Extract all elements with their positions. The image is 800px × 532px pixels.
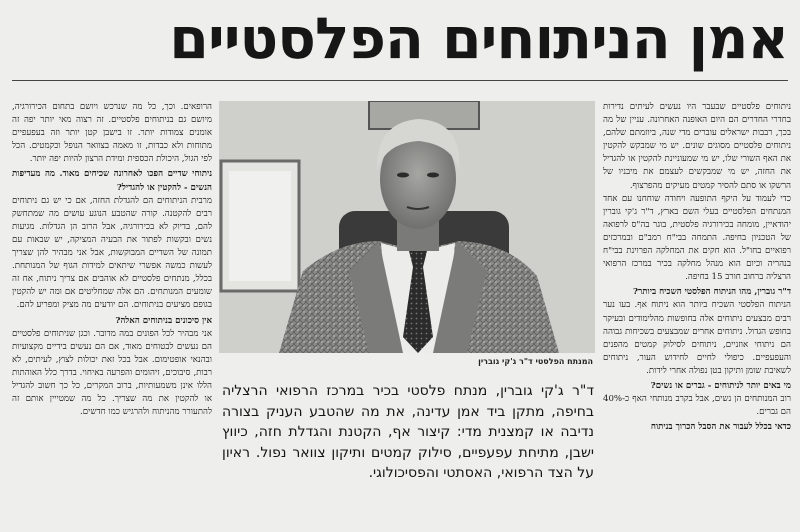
surgeon-photo — [219, 101, 595, 353]
article-column-right — [603, 101, 791, 526]
interview-question: אין סיכונים בניתוחים האלה? — [115, 315, 212, 326]
interview-answer: אני מבהיר לכל הפונים במה מדובר. וכגן שניתוחים פלסטיים הם נעשים לבטוחים מאוד, אם הם נעשים בידיים מקצועיות ובהנאי אופטימום. אבל בכל זאת יכולות לצוץ, לעיתים, לא רבות, סיבוכים, זיהומים והפרעה באיחוי. בדרך כלל האוהתות הללו אינן משמעותיות, ברוב המקרים, כל כך חשוב להגדיל או להקטין את מה שצריך. כל מה שמטייין אותם זה להתעורר מהניתוח ולהרגיש כמו חדשים. — [12, 328, 212, 418]
interview-question: ד"ר גוברין, מהו הניתוח הפלסטי השכיח ביותר? — [633, 287, 791, 298]
headline: אמן הניתוחים הפלסטיים — [169, 6, 788, 72]
interview-question: ניתוחי שדיים הפכו לאחרונה שכיחים מאוד. מה מעדיפות הנשים - להקטין או להגדיל? — [12, 169, 212, 193]
article-paragraph: ניתוחים פלסטיים שבעבר היו נעשים לעיתים נדירות בחדרי החדרים הם היום האופנה האחרונה. עניין של מה בכך, רבבות ישראלים עוברים מדי שנה, ביוזמתם שלהם, ניתוחים פלסטיים מסוגים שונים. יש מי שמבקש להקטין את האף השורי שלו, יש מי שמעוניינת להקטין או להגדיל את החזה, יש מי שמבקשים לעצמם את מיבניו של הרשקו או סתם להסיר קמטים מעיקים מהפרצוף. — [603, 102, 791, 191]
headline-divider — [12, 80, 788, 81]
interview-answer: רוב המנותחים הן נשים, אבל בקרב מנותחי האף כ-40% הם גברים. — [603, 394, 791, 418]
interview-answer: מרבית הניתוחים הם להגדלת החזה, אם כי יש גם ניתוחים רבים להקטנה. קורה שהטבע הנוגע עושים מה שמתחשק להם, בדיוק לא בכירורגיה, אבל הרוב הן הגדלות. מגיעות נשים ובקשות לפתור את הבעיה המציקה, יש שבאות עם תמונה של השדיים המבוקשות, אבל אני מבהיר להן שצריך לעשות כמשה אפשרי שיתאים למידות הגוף של המנותחת. בכלל, מנתחים פלסטיים לא אוהבים אם צריך ניתוח, אח זה שומעים המנותחים. הם אלה שמחליטים אם ומה יש להקטין בגופם מציעים בניתוחים. הם יודעים מה מציק ומפריע להם. — [12, 195, 212, 311]
photo-caption: המנתח הפלסטי ד"ר ג'קי גוברין — [478, 357, 593, 366]
interview-question: מי באים יותר לניתוחים - גברים או נשים? — [650, 380, 791, 391]
article-paragraph: כדי לעמוד על היקף התופעה ויחודה שוחחנו עם אחד המנתחים הפלסטיים בעלי השם בארץ, ד"ר ג'קי גוברין יהודאיין, מומחה בכירורגיה פלסטית, בוגר בה"ס לרפואה של הטכניון בחיפה. התמחה בבי"ח רמב"ם ובמרכזים רפואיים בחו"ל. הוא חקים את המחלקה הפרוינת בבי"ח בנהריה וכיום הוא מנהל מחלקה בכיר במרכז הרפואי הרצליה ברחוב חורב 15 בחיפה. — [603, 193, 791, 283]
interview-question: כדאי בכלל לעבור את הסבל הכרוך בניתוח — [650, 422, 791, 433]
interview-answer: הניתוח הפלסטי השכיח ביותר הוא ניתוח אף. בעו נער רבים מבצעים ניתוחים אלה בחופשות מהלימודים ובעיקר בחופש הגדול. ניתוחים אחרים שמבצעים בשכיחות גבוהה הם ניתוחי אוזניים, ניתוחים לסילוק קמטים מהפנים והעפעפיים. כיפולי לחיים לחידוש העור, ניתוחים לשאיבת שומן ותיקון בטן נפולה אחרי לידות. — [603, 300, 791, 376]
lead-paragraph: ד"ר ג'קי גוברין, מנתח פלסטי בכיר במרכז הרפואי הרצליה בחיפה, מתקן ביד אמן עדינה, את מה שהטבע העניק בצורה נדיבה או קמצנית מדי: קיצור אף, הקטנת והגדלת חזה, כיווץ ישבן, מתיחת עפעפיים, סילוק קמטים ותיקון צוואר נפול. ראיון על הצד הרפואי, האסתטי והפסיכולוגי. — [222, 383, 594, 481]
article-paragraph: הרופאים. וכך, כל מה שנרכש ויושם בתחום הכירורגיה, מיושם גם בניתוחים פלסטיים. זה רצוה מאי יותר יפה זה אומנים צמודות יותר. זו בישבן קטן יותר וזה בעפעפיים מתוחות ולא כבדות, זו מאמה בצוואר הנופל וכקמטים. הכל לפי הגול, היכולת הכספית ומידת הרצון להיות יפה יותר. — [12, 102, 212, 165]
article-column-left — [12, 101, 212, 526]
